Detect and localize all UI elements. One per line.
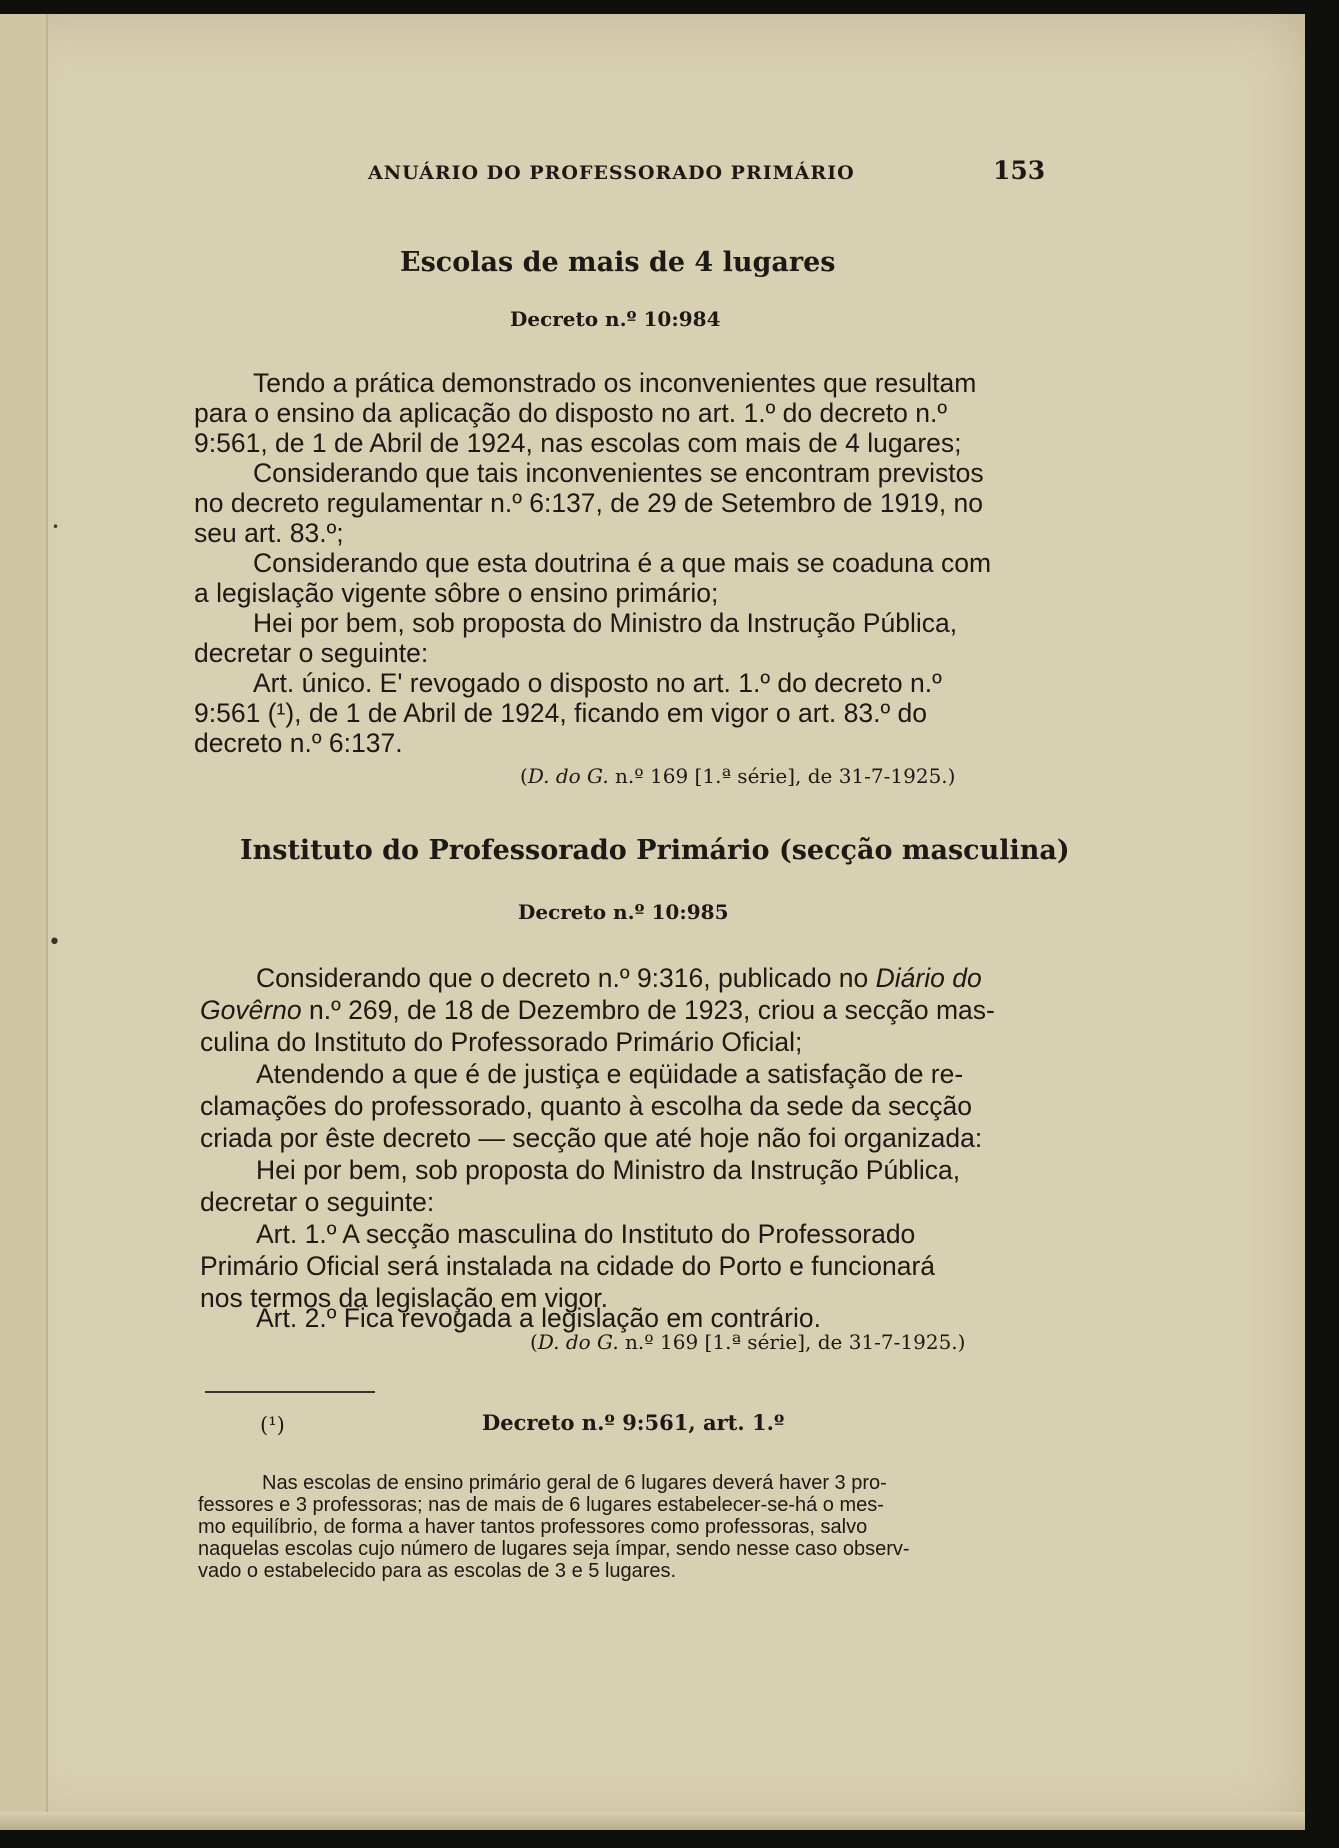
section1-line: Tendo a prática demonstrado os inconvenientes que resultam [253, 368, 977, 398]
footnote-line: vado o estabelecido para as escolas de 3 e 5 lugares. [198, 1560, 677, 1582]
citation-source: D. do G. [537, 1330, 619, 1354]
footnote-line: naquelas escolas cujo número de lugares seja ímpar, sendo nesse caso observ- [198, 1538, 910, 1560]
footnote-heading: Decreto n.º 9:561, art. 1.º [482, 1410, 785, 1435]
section1-line: no decreto regulamentar n.º 6:137, de 29 de Setembro de 1919, no [194, 488, 984, 518]
section1-line: a legislação vigente sôbre o ensino primário; [194, 578, 719, 608]
footnote-marker: (¹) [260, 1413, 285, 1437]
section1-citation: (D. do G. n.º 169 [1.ª série], de 31-7-1925.) [520, 764, 956, 788]
decree-heading-10985: Decreto n.º 10:985 [518, 900, 729, 924]
page-gutter [0, 14, 48, 1830]
page-bottom-shadow [0, 1812, 1305, 1830]
section1-line: seu art. 83.º; [194, 518, 344, 548]
section1-line: Considerando que esta doutrina é a que mais se coaduna com [253, 548, 992, 578]
footnote-line: mo equilíbrio, de forma a haver tantos professores como professoras, salvo [198, 1516, 868, 1538]
footnote-rule [205, 1391, 375, 1393]
citation-details: n.º 169 [1.ª série], de 31-7-1925.) [608, 764, 956, 788]
decree-heading-10984: Decreto n.º 10:984 [510, 307, 721, 331]
section2-line: clamações do professorado, quanto à escolha da sede da secção [200, 1091, 972, 1121]
footnote-line: Nas escolas de ensino primário geral de 6 lugares deverá haver 3 pro- [262, 1472, 887, 1494]
section2-line: criada por êste decreto — secção que até hoje não foi organizada: [200, 1123, 983, 1153]
section2-line-text: n.º 269, de 18 de Dezembro de 1923, criou a secção mas- [301, 995, 995, 1025]
section2-line: Hei por bem, sob proposta do Ministro da Instrução Pública, [256, 1155, 961, 1185]
section1-line: Art. único. E' revogado o disposto no art. 1.º do decreto n.º [253, 668, 942, 698]
section2-line: Art. 1.º A secção masculina do Instituto do Professorado [256, 1219, 916, 1249]
section2-line-italic: Govêrno [200, 995, 302, 1025]
footnote-line: fessores e 3 professoras; nas de mais de 6 lugares estabelecer-se-há o mes- [198, 1494, 884, 1516]
section2-line: nos termos da legislação em vigor. [200, 1283, 609, 1313]
section1-line: Considerando que tais inconvenientes se encontram previstos [253, 458, 984, 488]
citation-details: n.º 169 [1.ª série], de 31-7-1925.) [618, 1330, 966, 1354]
margin-speck: • [52, 520, 60, 534]
section1-line: 9:561 (¹), de 1 de Abril de 1924, ficando em vigor o art. 83.º do [194, 698, 927, 728]
section-title-escolas: Escolas de mais de 4 lugares [400, 247, 836, 278]
section2-line-italic: Diário do [875, 963, 982, 993]
section2-line-text: Considerando que o decreto n.º 9:316, publicado no [256, 963, 876, 993]
section2-line: Primário Oficial será instalada na cidade do Porto e funcionará [200, 1251, 936, 1281]
section2-line: culina do Instituto do Professorado Primário Oficial; [200, 1027, 803, 1057]
section2-line: Art. 2.º Fica revogada a legislação em contrário. [256, 1303, 821, 1333]
section2-line [200, 995, 995, 1025]
section1-line: Hei por bem, sob proposta do Ministro da Instrução Pública, [253, 608, 958, 638]
section2-citation: (D. do G. n.º 169 [1.ª série], de 31-7-1925.) [530, 1330, 966, 1354]
section2-line: Atendendo a que é de justiça e eqüidade a satisfação de re- [256, 1059, 964, 1089]
section-title-instituto: Instituto do Professorado Primário (secção masculina) [240, 835, 1070, 866]
running-head: ANUÁRIO DO PROFESSORADO PRIMÁRIO [368, 162, 855, 184]
section1-line: para o ensino da aplicação do disposto no art. 1.º do decreto n.º [194, 398, 948, 428]
section1-line: decretar o seguinte: [194, 638, 429, 668]
margin-speck: • [48, 930, 61, 955]
citation-source: D. do G. [527, 764, 609, 788]
section2-line [256, 963, 982, 993]
section2-line: decretar o seguinte: [200, 1187, 435, 1217]
section1-line: decreto n.º 6:137. [194, 728, 403, 758]
page-number: 153 [993, 156, 1046, 185]
section1-line: 9:561, de 1 de Abril de 1924, nas escolas com mais de 4 lugares; [194, 428, 962, 458]
